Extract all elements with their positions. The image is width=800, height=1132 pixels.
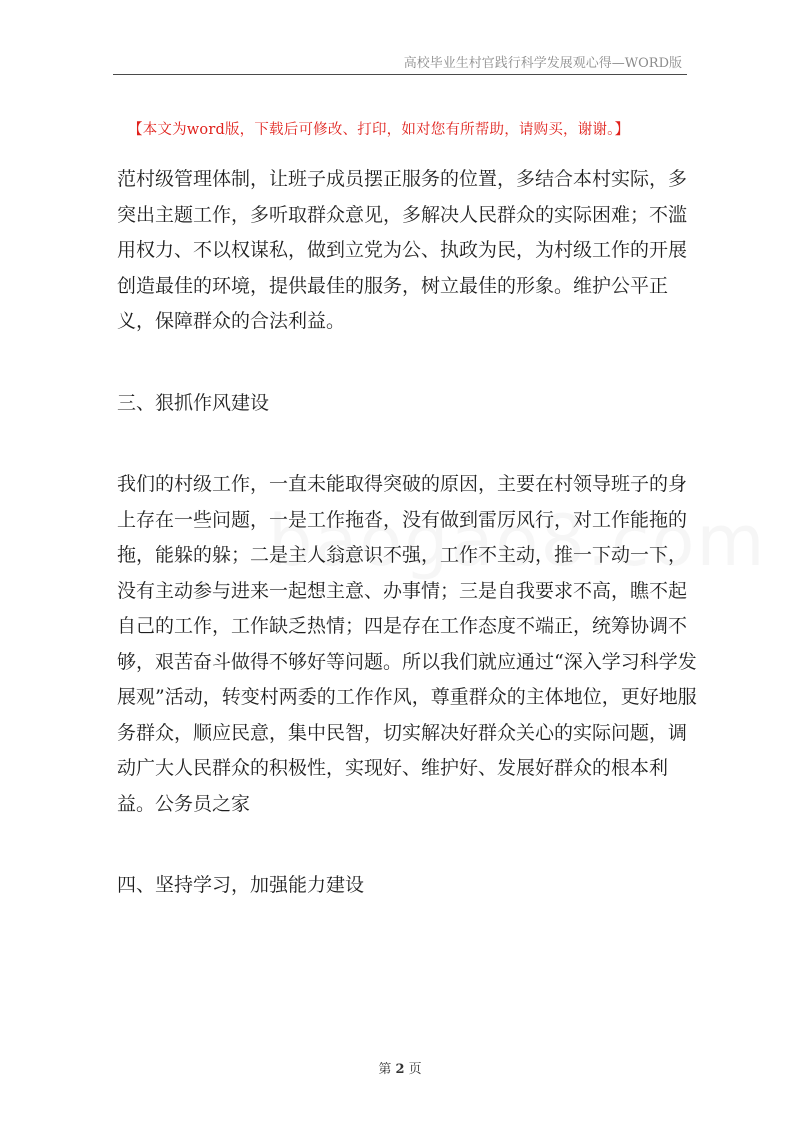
- download-notice: 【本文为word版，下载后可修改、打印，如对您有所帮助，请购买，谢谢。】: [128, 122, 630, 138]
- section-heading-4: 四、坚持学习，加强能力建设: [117, 874, 365, 896]
- footer-suffix: 页: [408, 1062, 422, 1077]
- page-footer: [0, 1058, 800, 1077]
- paragraph-work-style: 我们的村级工作，一直未能取得突破的原因，主要在村领导班子的身上存在一些问题，一是工作拖沓，没有做到雷厉风行，对工作能拖的拖，能躲的躲；二是主人翁意识不强，工作不主动，推一下动一下，没有主动参与进来一起想主意、办事情；三是自我要求不高，瞧不起自己的工作，工作缺乏热情；四是存在工作态度不端正，统筹协调不够，艰苦奋斗做得不够好等问题。所以我们就应通过“深入学习科学发展观”活动，转变村两委的工作作风，尊重群众的主体地位，更好地服务群众，顺应民意，集中民智，切实解决好群众关心的实际问题，调动广大人民群众的积极性，实现好、维护好、发展好群众的根本利益。公务员之家: [117, 473, 697, 815]
- document-body: [117, 162, 697, 904]
- paragraph-continuation: 范村级管理体制，让班子成员摆正服务的位置，多结合本村实际，多突出主题工作，多听取群众意见，多解决人民群众的实际困难；不滥用权力、不以权谋私，做到立党为公、执政为民，为村级工作的开展创造最佳的环境，提供最佳的服务，树立最佳的形象。维护公平正义，保障群众的合法利益。: [117, 168, 688, 332]
- page-header-title: 高校毕业生村官践行科学发展观心得—WORD版: [403, 56, 682, 71]
- header-divider: [113, 74, 687, 75]
- section-heading-3: 三、狠抓作风建设: [117, 391, 270, 414]
- footer-prefix: 第: [378, 1062, 392, 1077]
- page-number: 2: [395, 1062, 405, 1077]
